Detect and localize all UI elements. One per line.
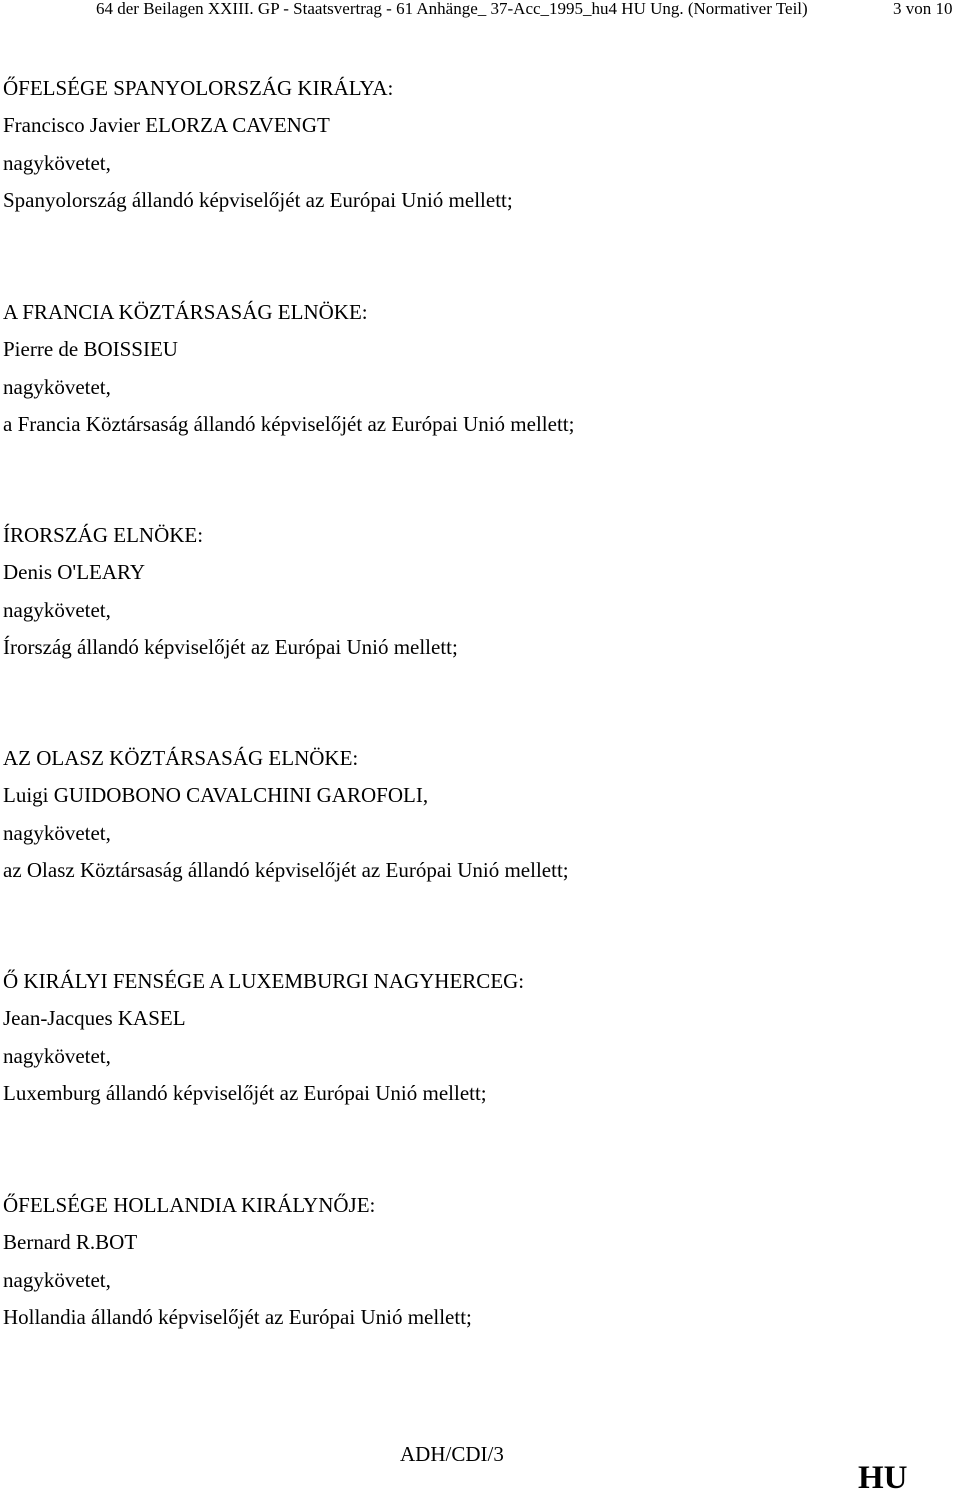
representative-role: Írország állandó képviselőjét az Európai Unió mellett; — [3, 634, 458, 659]
representative-role: Spanyolország állandó képviselőjét az Európai Unió mellett; — [3, 187, 513, 212]
section-title: ŐFELSÉGE SPANYOLORSZÁG KIRÁLYA: — [3, 76, 394, 100]
representative-rank: nagykövetet, — [3, 820, 111, 845]
representative-rank: nagykövetet, — [3, 1043, 111, 1068]
representative-name: Francisco Javier ELORZA CAVENGT — [3, 113, 330, 138]
section-title: A FRANCIA KÖZTÁRSASÁG ELNÖKE: — [3, 300, 368, 324]
header-document-reference: 64 der Beilagen XXIII. GP - Staatsvertrag - 61 Anhänge_ 37-Acc_1995_hu4 HU Ung. (Normativer Teil) — [96, 0, 808, 18]
representative-rank: nagykövetet, — [3, 597, 111, 622]
representative-name: Denis O'LEARY — [3, 560, 146, 585]
section-title: AZ OLASZ KÖZTÁRSASÁG ELNÖKE: — [3, 746, 359, 770]
representative-role: Luxemburg állandó képviselőjét az Európai Unió mellett; — [3, 1080, 487, 1105]
section-title: ŐFELSÉGE HOLLANDIA KIRÁLYNŐJE: — [3, 1193, 376, 1217]
representative-rank: nagykövetet, — [3, 1267, 111, 1292]
representative-rank: nagykövetet, — [3, 374, 111, 399]
representative-name: Jean-Jacques KASEL — [3, 1006, 186, 1031]
section-title: Ő KIRÁLYI FENSÉGE A LUXEMBURGI NAGYHERCEG: — [3, 969, 525, 993]
section-luxembourg — [3, 963, 943, 1112]
section-italy — [3, 740, 943, 889]
representative-name: Luigi GUIDOBONO CAVALCHINI GAROFOLI, — [3, 783, 429, 808]
representative-role: a Francia Köztársaság állandó képviselőjét az Európai Unió mellett; — [3, 411, 575, 436]
footer-document-code: ADH/CDI/3 — [400, 1442, 504, 1466]
representative-rank: nagykövetet, — [3, 150, 111, 175]
section-ireland — [3, 517, 943, 666]
section-france — [3, 294, 943, 443]
representative-role: Hollandia állandó képviselőjét az Európai Unió mellett; — [3, 1304, 472, 1329]
representative-role: az Olasz Köztársaság állandó képviselőjét az Európai Unió mellett; — [3, 857, 569, 882]
header-page-number: 3 von 10 — [893, 0, 953, 18]
footer-language-code: HU — [858, 1460, 908, 1496]
section-netherlands — [3, 1187, 943, 1336]
representative-name: Bernard R.BOT — [3, 1230, 138, 1255]
section-title: ÍRORSZÁG ELNÖKE: — [3, 523, 204, 547]
representative-name: Pierre de BOISSIEU — [3, 337, 178, 362]
section-spain — [3, 70, 943, 219]
page-header — [0, 0, 960, 22]
